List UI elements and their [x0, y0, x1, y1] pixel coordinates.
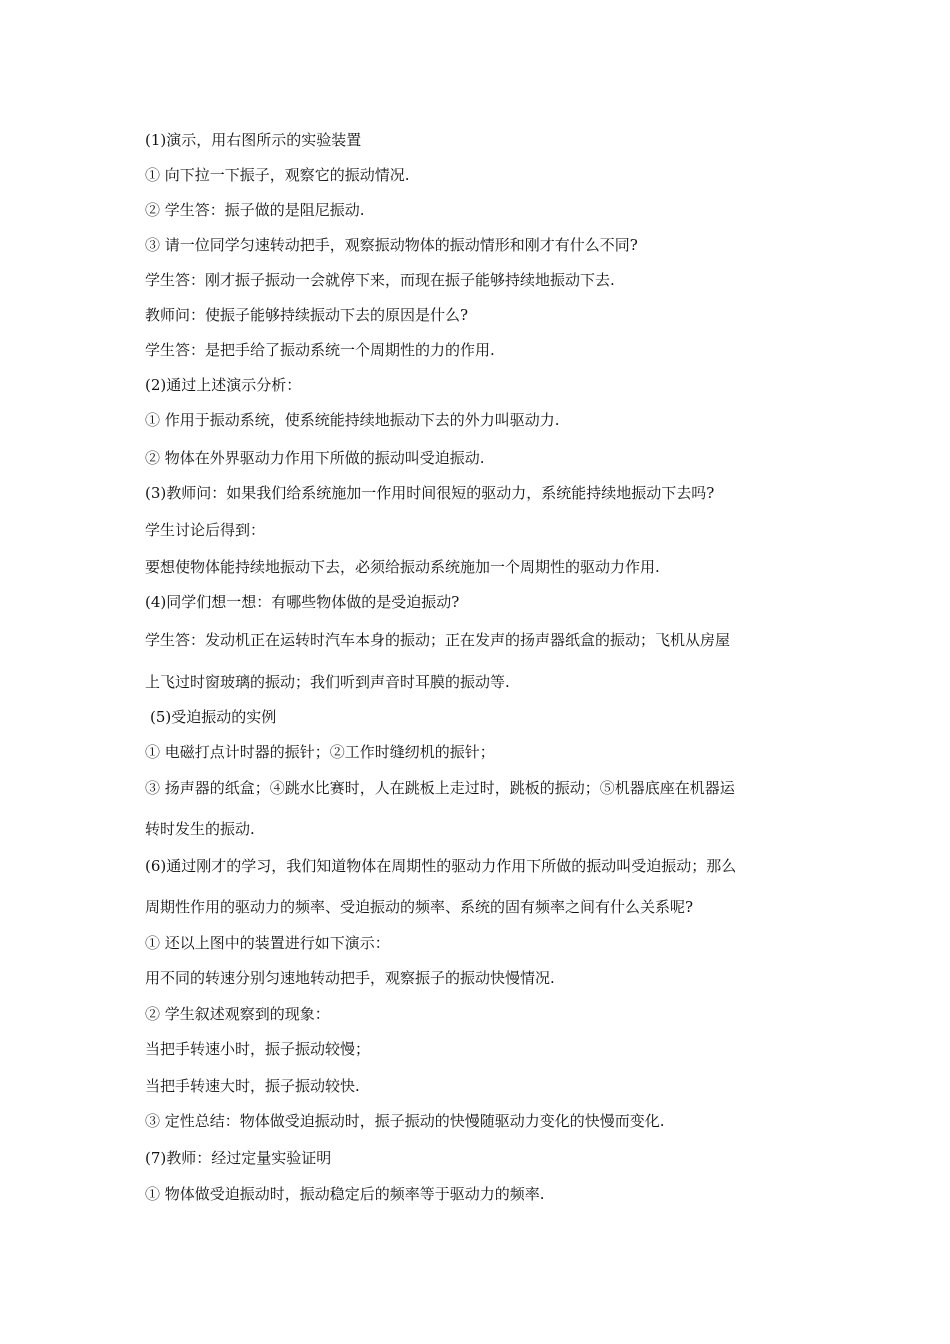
text-line: 当把手转速大时，振子振动较快.: [145, 1077, 360, 1095]
text-line: (7)教师：经过定量实验证明: [145, 1149, 332, 1167]
text-line: ③ 扬声器的纸盒；④跳水比赛时，人在跳板上走过时，跳板的振动；⑤机器底座在机器运: [145, 779, 735, 797]
text-line: 学生答：发动机正在运转时汽车本身的振动；正在发声的扬声器纸盒的振动；飞机从房屋: [145, 631, 731, 649]
text-line: 当把手转速小时，振子振动较慢；: [145, 1040, 371, 1058]
text-line: 转时发生的振动.: [145, 820, 255, 838]
text-line: ① 物体做受迫振动时，振动稳定后的频率等于驱动力的频率.: [145, 1185, 545, 1203]
text-line: ② 物体在外界驱动力作用下所做的振动叫受迫振动.: [145, 449, 485, 467]
text-line: 周期性作用的驱动力的频率、受迫振动的频率、系统的固有频率之间有什么关系呢?: [145, 898, 694, 916]
text-line: ① 电磁打点计时器的振针；②工作时缝纫机的振针；: [145, 743, 495, 761]
text-line: ③ 请一位同学匀速转动把手，观察振动物体的振动情形和刚才有什么不同?: [145, 236, 638, 254]
text-line: (6)通过刚才的学习，我们知道物体在周期性的驱动力作用下所做的振动叫受迫振动；那么: [145, 857, 737, 875]
text-line: (4)同学们想一想：有哪些物体做的是受迫振动?: [145, 593, 460, 611]
text-line: (1)演示，用右图所示的实验装置: [145, 131, 362, 149]
text-line: ② 学生答：振子做的是阻尼振动.: [145, 201, 365, 219]
text-line: 学生答：是把手给了振动系统一个周期性的力的作用.: [145, 341, 495, 359]
text-line: ① 还以上图中的装置进行如下演示：: [145, 934, 390, 952]
text-line: ① 作用于振动系统，使系统能持续地振动下去的外力叫驱动力.: [145, 411, 560, 429]
text-line: 学生讨论后得到：: [145, 521, 266, 539]
text-line: ③ 定性总结：物体做受迫振动时，振子振动的快慢随驱动力变化的快慢而变化.: [145, 1112, 665, 1130]
text-line: (5)受迫振动的实例: [150, 708, 277, 726]
text-line: ① 向下拉一下振子，观察它的振动情况.: [145, 166, 410, 184]
text-line: (2)通过上述演示分析：: [145, 376, 302, 394]
text-line: 教师问：使振子能够持续振动下去的原因是什么?: [145, 306, 469, 324]
text-line: (3)教师问：如果我们给系统施加一作用时间很短的驱动力，系统能持续地振动下去吗?: [145, 484, 715, 502]
text-line: 上飞过时窗玻璃的振动；我们听到声音时耳膜的振动等.: [145, 673, 510, 691]
text-line: 要想使物体能持续地振动下去，必须给振动系统施加一个周期性的驱动力作用.: [145, 558, 660, 576]
text-line: 学生答：刚才振子振动一会就停下来，而现在振子能够持续地振动下去.: [145, 271, 615, 289]
text-line: ② 学生叙述观察到的现象：: [145, 1005, 330, 1023]
text-line: 用不同的转速分别匀速地转动把手，观察振子的振动快慢情况.: [145, 969, 555, 987]
